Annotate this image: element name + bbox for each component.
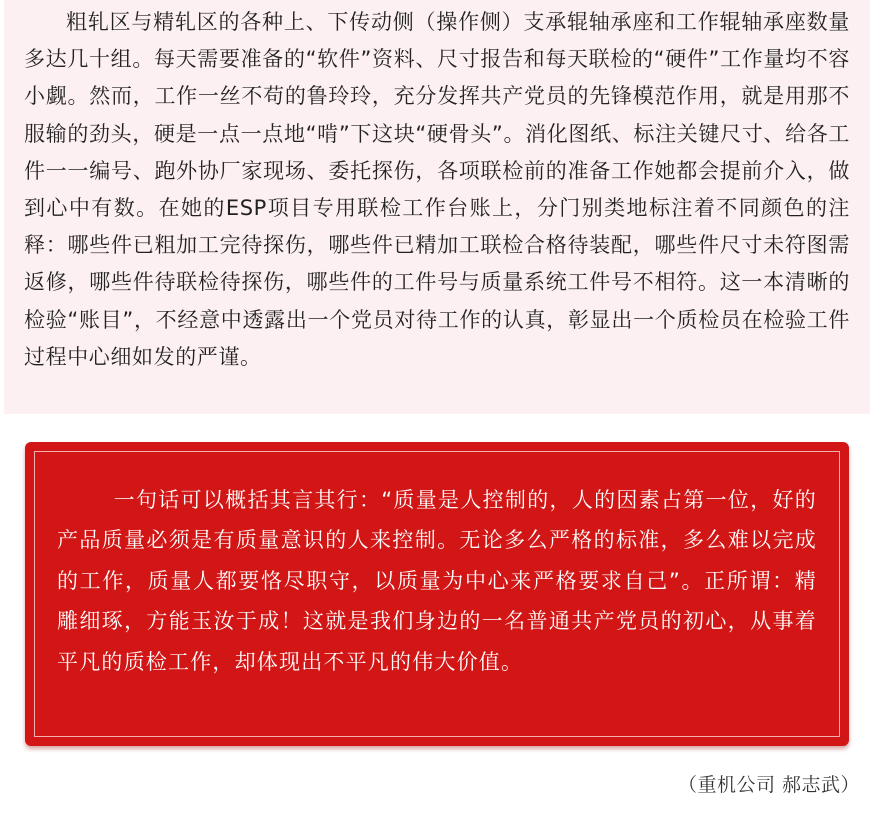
article-section bbox=[4, 0, 870, 414]
highlight-box bbox=[25, 442, 849, 746]
author-byline: （重机公司 郝志武） bbox=[677, 774, 860, 796]
highlight-border-frame bbox=[34, 451, 840, 737]
article-paragraph: 粗轧区与精轧区的各种上、下传动侧（操作侧）支承辊轴承座和工作辊轴承座数量多达几十组。每天需要准备的“软件”资料、尺寸报告和每天联检的“硬件”工作量均不容小觑。然而，工作一丝不苟的鲁玲玲，充分发挥共产党员的先锋模范作用，就是用那不服输的劲头，硬是一点一点地“啃”下这块“硬骨头”。消化图纸、标注关键尺寸、给各工件一一编号、跑外协厂家现场、委托探伤，各项联检前的准备工作她都会提前介入，做到心中有数。在她的ESP项目专用联检工作台账上，分门别类地标注着不同颜色的注释：哪些件已粗加工完待探伤，哪些件已精加工联检合格待装配，哪些件尺寸未符图需返修，哪些件待联检待探伤，哪些件的工件号与质量系统工件号不相符。这一本清晰的检验“账目”，不经意中透露出一个党员对待工作的认真，彰显出一个质检员在检验工件过程中心细如发的严谨。 bbox=[24, 10, 850, 369]
highlight-paragraph: 一句话可以概括其言其行：“质量是人控制的，人的因素占第一位，好的产品质量必须是有质量意识的人来控制。无论多么严格的标准，多么难以完成的工作，质量人都要恪尽职守，以质量为中心来严格要求自己”。正所谓：精雕细琢，方能玉汝于成！这就是我们身边的一名普通共产党员的初心，从事着平凡的质检工作，却体现出不平凡的伟大价值。 bbox=[57, 488, 817, 674]
